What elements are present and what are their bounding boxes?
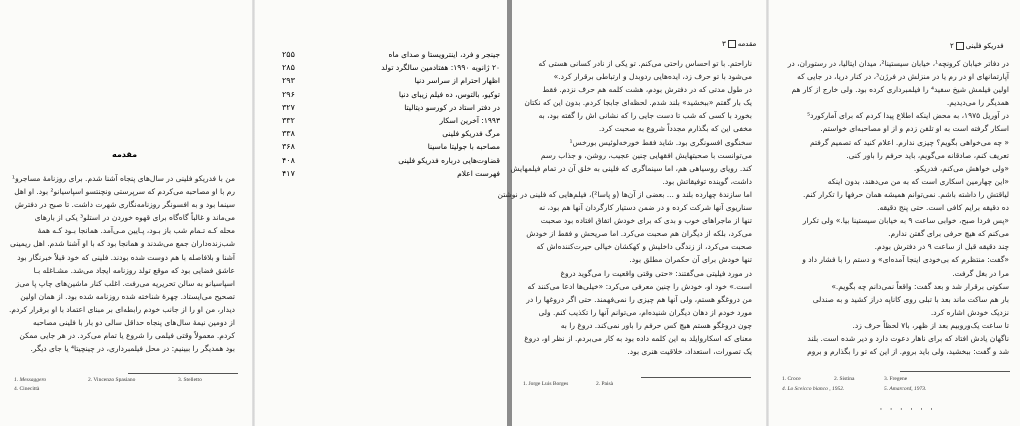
page3-line: سخنگوی افسونگری بود. شاید فقط خورخه‌لوئیس بورخس¹ [569,137,752,147]
page2-header-label: فدریکو فلینی [965,42,1004,50]
intro-line: بود همدیگر را ببینیم: در محل فیلمبرداری، در چینچیتا⁴ یا جای دیگر. [30,344,235,354]
page2-line: تعریف کنم، صادقانه می‌گویم، باید حرفم را باور کنی. [846,150,1009,160]
intro-line: رم با او مصاحبه می‌کردم که سرپرستی ونچنتسو اسپاسیانو² بود. او اهل [14,187,235,197]
page2-line: بار هم ساکت ماند بعد با تبلی روی کاناپه دراز کشید و به صندلی [812,294,1009,304]
left-fold [252,0,255,426]
page2-line: شد و گفت: ببخشید، ولی باید بروم. از این که تو را بگذارم و بروم [807,347,1009,357]
page2-line: ناگهان یادش افتاد که برای ناهار دعوت دارد و دیر شده است. بلند [807,333,1009,343]
intro-heading: مقدمه [112,150,138,159]
intro-line: عاشق فضایی بود که موقع تولد روزنامه ایجاد می‌شد. مشـاغله بـا [33,265,235,275]
intro-footnote: 3. Stelletto [178,377,202,383]
page2-line: در دفاتر خیابان کرونچه¹، خیابان سیستینا²، میدان ایتالیا، در رستوران، در [787,59,1009,68]
page3-header-label: مقدمه [737,40,757,48]
page2-number: ۲ [950,42,954,50]
page3-line: در مورد فیلیتی می‌گفتند: «حتی وقتی واقعیت را می‌گوید دروغ [560,268,752,278]
page2-line: سکوتی برقرار شد و بعد گفت: واقعاً نمی‌دانم چه بگویم.» [831,281,1009,291]
page3-line: می‌کرد، بلکه از دیگران هم صحبت می‌کرد. اما صریحش و فقط از خودش [526,229,752,239]
page3-line: مورد خودم از دهان دیگران شنیده‌ام، می‌توانم آنها را تکذیب کنم. ولی [538,307,752,317]
toc-entry-title: مرگ فدریکو فلینی [442,129,500,139]
toc-entry-title: در دفتر استاد در کورسو دیتالیتا [404,102,500,112]
page2-footnote: 4. Lo Sceicco bianco , 1952. [782,386,845,392]
toc-entry-page: ۳۳۲ [282,116,295,125]
toc-entry-title: توکیو، بالتوس، ده فیلم زیبای دنیا [398,89,500,99]
intro-footnote: 4. Cinecittà [14,386,40,392]
page2-header [950,42,1004,50]
intro-line: آشنا و بلافاصله با هم دوست شده بودند. فلینی که خود قبلاً خبرنگار بود [17,252,235,262]
page3-line: صحبت می‌کرد، از زندگی داخلیش و کهکشان خیالی حیرت‌کننده‌اش که [536,242,752,252]
toc-entry-title: اظهار احترام از سراسر دنیا [414,76,500,86]
page3-body [497,57,752,358]
page2-body [781,57,1009,358]
toc-entry-page: ۲۵۵ [282,50,295,59]
toc-entry-page: ۳۳۸ [282,129,295,139]
page2-line: در آوریل ۱۹۷۵، به محض اینکه اطلاع پیدا کردم که برای آمارکورد⁵ [807,111,1009,121]
page2-line: مرا در بغل گرفت. [952,268,1009,278]
margin-marks: ' ' ' ' ' ' [880,407,936,415]
page2-line: « چه می‌خواهی بگویم؟ چیزی ندارم. اعلام کنید که تصمیم گرفتم [809,137,1009,147]
page2-line: آپارتمانهای او در رم یا در منزلش در فرژن³، در کنار دریا، در جایی که [797,72,1009,82]
page3-line: می‌شود با تو حرف زد، ایده‌هایی ردوبدل و ارتباطی برقرار کرد.» [553,72,752,82]
intro-line: محله کـه تـمام شب باز بـود، پـایین مـی‌آمد. همانجا بـود کـه همهٔ [37,226,235,236]
footnote-rule [128,373,238,374]
page2-line: همدیگر را می‌دیدیم. [946,98,1009,108]
page3-line: یک تصورات، استعداد، خلاقیت هنری بود. [627,347,752,357]
intro-line: کردم. معمولاً وقتی فیلمی را شروع یا تمام می‌کرد. در هر جایی ممکن [19,331,235,341]
toc-entry-page: ۲۹۶ [282,89,295,99]
page3-line: مخفی این که بگذارم مجدداً شروع به صحبت کرد. [598,124,752,134]
intro-footnote: 2. Vincenzo Spasiano [88,377,136,383]
toc-entry-page: ۴۱۷ [282,168,295,178]
page2-footnote: 2. Sistina [834,376,855,382]
page2-line: تا ساعت یک‌وروبیم بعد از ظهر، با۷ لحظاً حرف زد. [852,320,1009,330]
page2-line: چند دقیقه قبل از ساعت ۹ در دفترش بودم. [874,242,1009,252]
page3-line: ناراحتم. با تو احساس راحتی می‌کنم. تو یکی از نادر کسانی هستی که [538,59,752,68]
page3-line: در طول مدتی که در دفترش بودم، هشت کلمه هم حرف نزدم. فقط [542,85,752,95]
page3-number: ۳ [722,40,726,48]
intro-line: از دومین نیمهٔ سال‌های پنجاه حداقل سالی دو بار با فلینی مصاحبه [32,318,235,328]
toc-entry-title: جینجر و فرد، اینترویستا و صدای ماه [388,50,500,59]
toc-entry-title: قضاوت‌هایی درباره فدریکو فلینی [398,155,500,165]
toc-entry-page: ۳۶۸ [282,142,295,152]
intro-body [10,172,235,355]
toc-entry-title: مصاحبه با جولیتا ماسینا [427,142,500,152]
page2-line: اولین فیلمش شیخ سفید⁴ را فیلمبرداری کرده بود. ولی خارج از کار هم [791,85,1009,95]
toc-entry-title: ۲۰ ژانویه ۱۹۹۰: هفتادمین سالگرد تولد [381,63,500,73]
page2-line: ده دقیقه برایم کافی است. حتی پنج دقیقه. [877,203,1009,213]
intro-line: شب‌زنده‌داران جمع می‌شدند و همانجا بود که با او آشنا شدم. اهل ریمینی [9,239,235,249]
intro-line: می‌ماند و غالباً گاه‌گاه برای قهوه خوردن در استلو³ یکی از بارهای [34,213,235,223]
page3-line: کند. رویای روسیاهی هم، اما سینماگری که فلینی به خلق آن در تمام فیلمهایش [510,163,752,173]
intro-footnote: 1. Messaggero [14,377,47,383]
footnote-rule [641,377,751,378]
page2-footnote: 1. Croce [782,376,801,382]
page2-line: نزدیک خودش اشاره کرد. [930,307,1009,317]
page3-line: است.» خود او، خودش را چنین معرفی می‌کرد: «خیلی‌ها ادعا می‌کنند که [527,281,752,291]
page2-line: «گفت: منتظرم که بی‌خودی اینجا آمده‌ای» و دستم را با فشار داد و [802,255,1009,265]
page3-line: من دروغگو هستم، ولی آنها هم چیزی را نمی‌فهمند. حتی اگر دروغها را در [526,294,752,304]
toc-entry-title: ۱۹۹۳: آخرین اسکار [439,116,500,125]
intro-line: سینما بود و به افسونگر روزنامه‌نگاری شهرت داشت. تا صبح در دفترش [14,200,235,210]
page2-line: «این چهارمین اسکاری است که به من می‌دهند، بدون اینکه [827,176,1009,186]
page2-footnote: 3. Fregene [884,376,908,382]
page3-footnote: 1. Jorge Luis Borges [523,381,569,387]
toc-entry-page: ۲۹۳ [282,76,295,86]
header-box-icon [956,42,964,50]
page2-line: «ولی خواهش می‌کنم، فدریکو. [913,163,1009,173]
page3-line: چون دروغگو هستم هیچ کس حرفم را باور نمی‌کند. دروغ را به [560,320,752,330]
page3-line: سناریوی آنها شرکت کرده و در ضمن دستیار کارگردان آنها هم بود، نه [538,203,752,213]
right-fold [766,0,769,426]
page2-footnote: 5. Amarcord, 1973. [884,386,927,392]
toc-entry-page: ۳۲۷ [282,102,295,112]
intro-line: اسپاسیانو به سالن تحریریه می‌رفت. اغلب کنار ماشین‌های چاپ پا می‌ز [15,278,235,288]
toc-entry-title: فهرست اعلام [457,168,500,178]
footnote-rule [900,371,1010,372]
page3-line: بخورد با کسی که شب تا دست جایی را که نشانی اش را گفته بود، به [538,111,752,121]
intro-line: من با فدریکو فلینی در سال‌های پنجاه آشنا شدم. برای روزنامهٔ مساجرو¹ [12,174,235,183]
page3-line: معنای که اسکاروایلد به این کلمه داده بود به کار می‌بردم. از نظر او، دروغ [524,333,752,343]
page3-line: تنها از ماجراهای خوب و بدی که برای خودش اتفاق افتاده بود صحبت [540,216,752,226]
page3-line: اما سازندهٔ چهارده بلند و ... بعضی از آن‌ها (و پاسا²)، فیلم‌هایی که فلینی در نوشتن [497,189,752,199]
page3-line: یک بار گفتم «ببخشید» بلند شدم. لحظه‌ای جابجا کردم. بدون این که نکتان [524,98,752,108]
header-box-icon [728,40,736,48]
page3-footnote: 2. Paisà [596,381,614,387]
page2-line: می‌کنم که هیچ حرفی برای گفتن ندارم. [888,229,1009,239]
toc-entry-page: ۴۰۸ [282,155,295,165]
page3-header [722,40,756,48]
page3-line: می‌توانست با صحبتهایش افقهایی چنین عجیب، روشن، و جذاب رسم [540,150,752,160]
page3-line: داشت، گوینده توفیقاتش بود. [662,176,752,186]
page2-line: لیاقتش را داشته باشم. نمی‌توانم همیشه همان حرفها را تکرار کنم. [802,189,1009,199]
intro-line: تصحیح می‌ایستاد. چهرهٔ شناخته شده روزنامه شده بود. از همان اولین [20,291,235,301]
toc-entry-page: ۲۸۵ [282,63,295,73]
page2-line: اسکار گرفته است به او تلفن زدم و از او مصاحبه‌ای خواستم. [820,124,1009,134]
page2-line: «پس فردا صبح، خوابی ساعت ۹ به خیابان سیستینا بیا.» ولی تکرار [802,216,1009,226]
intro-line: دیدار، من او را از جانب خودم رابطه‌ای بر مبنای اعتماد با او برقرار کردم. [8,304,235,314]
page3-line: تنها خودش برای آن حکمران مطلق بود. [629,255,752,265]
